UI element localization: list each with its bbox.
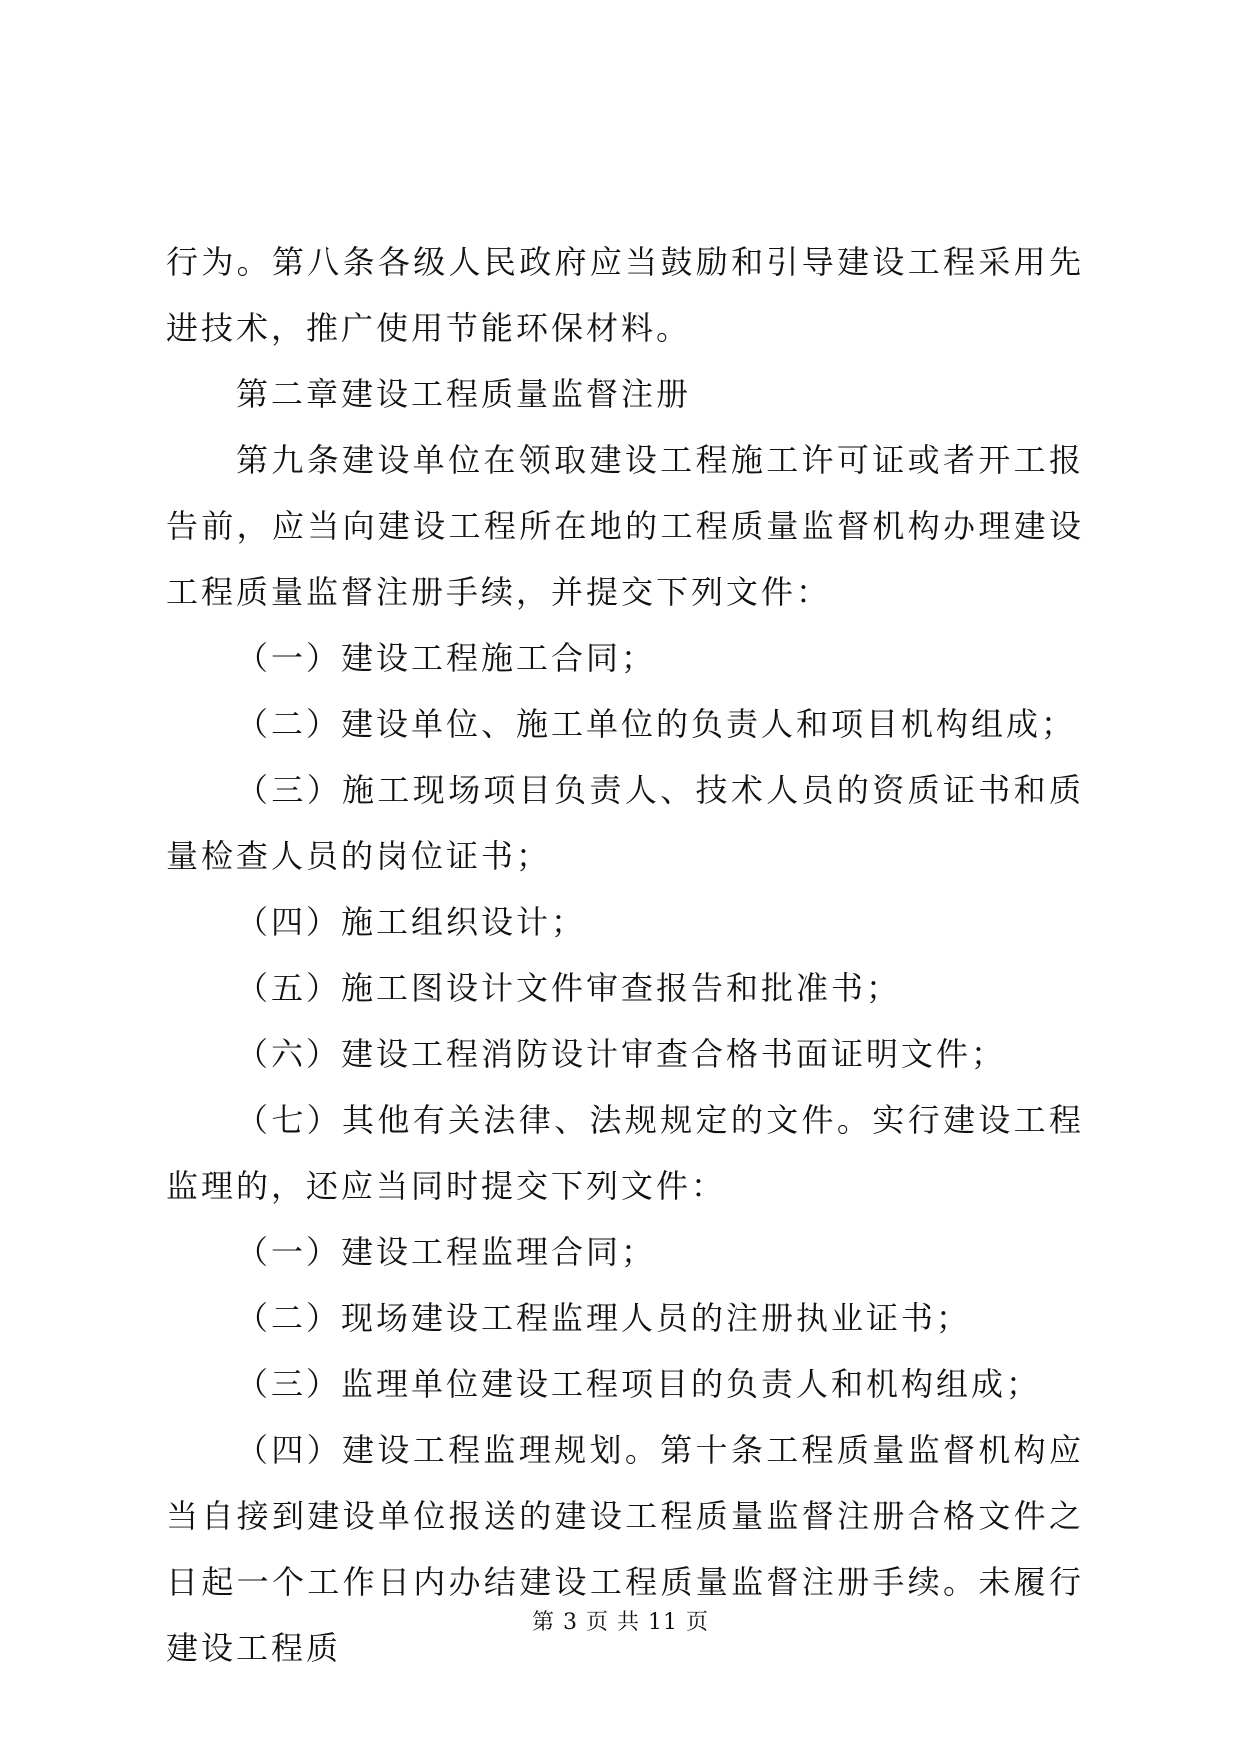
list-item: （三）监理单位建设工程项目的负责人和机构组成； (236, 1365, 1042, 1403)
list-item: （四）施工组织设计； (236, 903, 587, 941)
list-item: （六）建设工程消防设计审查合格书面证明文件； (236, 1035, 1007, 1073)
list-item: （二）现场建设工程监理人员的注册执业证书； (236, 1299, 972, 1337)
list-item: （七）其他有关法律、法规规定的文件。实行建设工程监理的，还应当同时提交下列文件： (166, 1101, 1084, 1205)
list-item: （三）施工现场项目负责人、技术人员的资质证书和质量检查人员的岗位证书； (166, 771, 1084, 875)
paragraph-continuation: 行为。第八条各级人民政府应当鼓励和引导建设工程采用先进技术，推广使用节能环保材料。 (166, 243, 1084, 347)
list-item: （一）建设工程施工合同； (236, 639, 657, 677)
document-body (166, 229, 1084, 1681)
list-item: （四）建设工程监理规划。第十条工程质量监督机构应当自接到建设单位报送的建设工程质量监督注册合格文件之日起一个工作日内办结建设工程质量监督注册手续。未履行建设工程质 (166, 1431, 1084, 1667)
list-item: （五）施工图设计文件审查报告和批准书； (236, 969, 902, 1007)
list-item: （一）建设工程监理合同； (236, 1233, 657, 1271)
chapter-heading: 第二章建设工程质量监督注册 (236, 375, 692, 413)
article-9-paragraph: 第九条建设单位在领取建设工程施工许可证或者开工报告前，应当向建设工程所在地的工程质量监督机构办理建设工程质量监督注册手续，并提交下列文件： (166, 441, 1084, 611)
page-footer: 第 3 页 共 11 页 (532, 1610, 709, 1635)
list-item: （二）建设单位、施工单位的负责人和项目机构组成； (236, 705, 1077, 743)
